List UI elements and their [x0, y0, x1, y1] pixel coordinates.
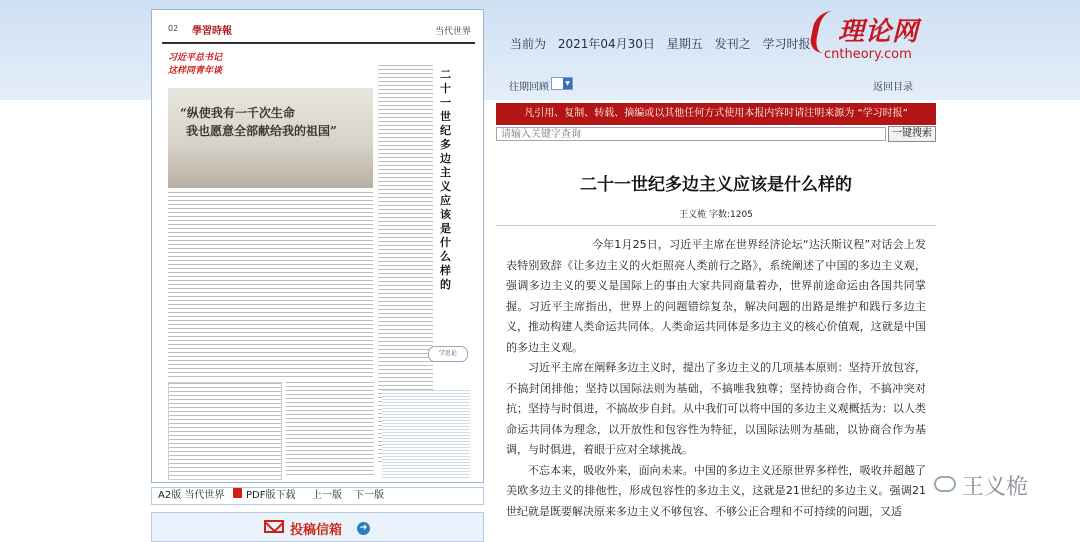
- vertical-article-title[interactable]: 二十一世纪多边主义应该是什么样的: [440, 68, 451, 291]
- submission-mailbox[interactable]: [151, 512, 484, 542]
- sidebar-text-box[interactable]: [168, 382, 282, 480]
- next-page-link[interactable]: 下一版: [354, 490, 384, 501]
- search-button[interactable]: 一键搜索: [888, 126, 936, 142]
- photo-quote-1: “纵使我有一千次生命: [180, 106, 295, 120]
- current-label: 当前为: [510, 37, 547, 51]
- publisher-label: 发刊之: [714, 37, 751, 51]
- pdf-download-link[interactable]: PDF版下载: [246, 490, 296, 501]
- article-paragraph: 今年1月25日，习近平主席在世界经济论坛“达沃斯议程”对话会上发表特别致辞《让多边主义的火炬照亮人类前行之路》，系统阐述了中国的多边主义观，强调多边主义的要义是国际上的事由大家共同商量着办，世界前途命运由各国共同掌握。习近平主席指出，世界上的问题错综复杂，解决问题的出路是维护和践行多边主义，推动构建人类命运共同体。人类命运共同体是多边主义的核心价值观，这就是中国的多边主义观。: [506, 238, 926, 354]
- search-input[interactable]: [496, 127, 886, 141]
- past-issues-label: 往期回顾: [509, 82, 549, 93]
- article-meta: 王义桅 字数:1205: [679, 210, 753, 220]
- page-label[interactable]: A2版 当代世界: [158, 490, 225, 501]
- site-logo[interactable]: [812, 9, 942, 65]
- submission-label[interactable]: 投稿信箱: [290, 523, 343, 538]
- article-text-block[interactable]: [382, 390, 470, 478]
- wechat-icon: [934, 476, 956, 492]
- logo-url: cntheory.com: [824, 47, 912, 62]
- logo-name: 理论网: [838, 17, 920, 47]
- feature-photo[interactable]: [168, 88, 373, 188]
- issue-date: 2021年04月30日: [557, 37, 655, 51]
- article-text-block[interactable]: [168, 192, 373, 377]
- copyright-notice: 凡引用、复制、转载、摘编或以其他任何方式使用本报内容时请注明来源为 “学习时报”: [496, 103, 936, 125]
- column-banner: [168, 50, 368, 84]
- pdf-icon: [233, 488, 242, 498]
- banner-line-2: 这样同青年谈: [168, 66, 223, 76]
- column-badge: 学思论: [428, 346, 468, 362]
- article-text-block[interactable]: [286, 382, 374, 478]
- mail-icon: [264, 520, 284, 533]
- page-toolbar: [151, 487, 484, 505]
- issues-bar: [485, 74, 1080, 96]
- author-watermark: [934, 470, 1064, 500]
- arrow-right-icon[interactable]: ➜: [357, 522, 370, 535]
- past-issues-select[interactable]: [551, 77, 573, 90]
- article-paragraph: 不忘本来，吸收外来，面向未来。中国的多边主义还原世界多样性，吸收并超越了美欧多边主义的排他性，形成包容性的多边主义，这就是21世纪的多边主义。强调21世纪就是既要解决原来多边主义不够包容、不够公正合理和不可持续的问题，又适: [506, 463, 926, 518]
- divider: [496, 225, 936, 226]
- page-number: 02: [168, 24, 179, 33]
- prev-page-link[interactable]: 上一版: [312, 490, 342, 501]
- publication-name: 学习时报: [762, 37, 811, 51]
- page-header: [162, 18, 475, 44]
- banner-line-1: 习近平总书记: [168, 53, 223, 63]
- article-body: [506, 235, 926, 522]
- chevron-down-icon[interactable]: ▼: [563, 78, 572, 89]
- page-section: 当代世界: [434, 27, 471, 37]
- article-paragraph: 习近平主席在阐释多边主义时，提出了多边主义的几项基本原则：坚持开放包容，不搞封闭排他；坚持以国际法则为基础，不搞唯我独尊；坚持协商合作，不搞冲突对抗；坚持与时俱进，不搞故步自封。从中我们可以将中国的多边主义观概括为：以人类命运共同体为理念，以开放性和包容性为特征，以国际法则为基础，以协商合作为基调，与时俱进，着眼于应对全球挑战。: [506, 361, 926, 456]
- article-title: 二十一世纪多边主义应该是什么样的: [580, 175, 852, 195]
- return-to-index-link[interactable]: 返回目录: [873, 82, 913, 93]
- newspaper-page[interactable]: [151, 9, 484, 483]
- issue-weekday: 星期五: [666, 37, 703, 51]
- photo-quote-2: 我也愿意全部献给我的祖国”: [186, 124, 337, 138]
- date-line: [510, 35, 818, 52]
- masthead-logo: 學習時報: [192, 26, 232, 37]
- watermark-text: 王义桅: [962, 475, 1029, 500]
